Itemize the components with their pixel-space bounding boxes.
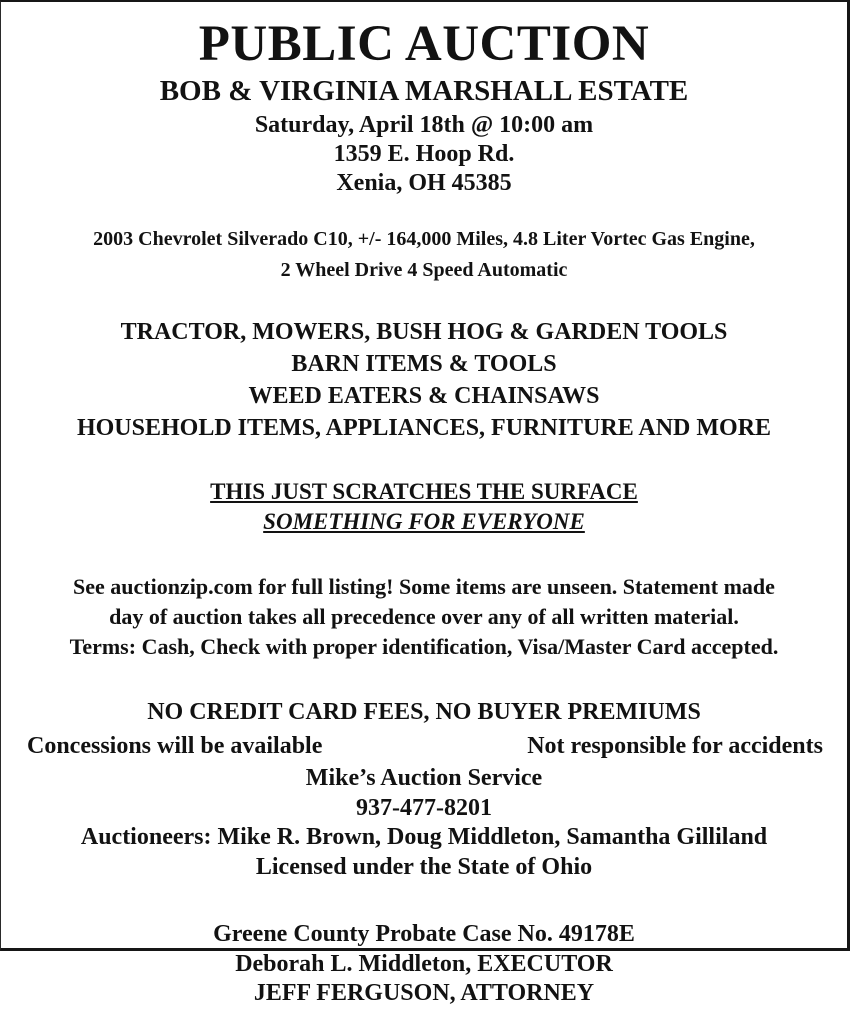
auction-service-name: Mike’s Auction Service <box>305 764 543 791</box>
category-item: BARN ITEMS & TOOLS <box>291 350 557 377</box>
address-street: 1359 E. Hoop Rd. <box>333 141 515 168</box>
executor-line: Deborah L. Middleton, EXECUTOR <box>235 950 613 977</box>
highlight-lines <box>1 477 847 537</box>
highlight-everyone: SOMETHING FOR EVERYONE <box>263 509 585 535</box>
notice-line-1: See auctionzip.com for full listing! Some items are unseen. Statement made <box>73 574 775 600</box>
license-line: Licensed under the State of Ohio <box>255 854 593 881</box>
terms-notice <box>1 572 847 661</box>
vehicle-description <box>1 224 847 286</box>
address-city: Xenia, OH 45385 <box>336 169 512 196</box>
notice-line-2: day of auction takes all precedence over any of all written material. <box>109 603 739 629</box>
category-item: HOUSEHOLD ITEMS, APPLIANCES, FURNITURE AND MORE <box>76 414 772 441</box>
category-item: TRACTOR, MOWERS, BUSH HOG & GARDEN TOOLS <box>120 318 728 345</box>
auction-datetime: Saturday, April 18th @ 10:00 am <box>254 112 594 139</box>
contact-block <box>1 764 847 883</box>
attorney-line: JEFF FERGUSON, ATTORNEY <box>253 980 595 1007</box>
concessions-row <box>1 732 847 761</box>
phone-number: 937-477-8201 <box>356 794 492 821</box>
category-item: WEED EATERS & CHAINSAWS <box>248 382 600 409</box>
concessions-note: Concessions will be available <box>27 733 323 760</box>
auctioneers-line: Auctioneers: Mike R. Brown, Doug Middleton, Samantha Gilliland <box>80 824 768 851</box>
no-fees-line: NO CREDIT CARD FEES, NO BUYER PREMIUMS <box>147 699 701 726</box>
item-categories <box>1 317 847 445</box>
estate-name: BOB & VIRGINIA MARSHALL ESTATE <box>159 74 689 107</box>
highlight-surface: THIS JUST SCRATCHES THE SURFACE <box>210 479 638 505</box>
probate-case-line: Greene County Probate Case No. 49178E <box>213 920 635 947</box>
vehicle-line-2: 2 Wheel Drive 4 Speed Automatic <box>280 258 568 281</box>
notice-line-3: Terms: Cash, Check with proper identification, Visa/Master Card accepted. <box>69 633 779 659</box>
ad-title: PUBLIC AUCTION <box>198 16 650 72</box>
legal-block <box>1 920 847 1009</box>
not-responsible-note: Not responsible for accidents <box>527 733 823 760</box>
vehicle-line-1: 2003 Chevrolet Silverado C10, +/- 164,000 Miles, 4.8 Liter Vortec Gas Engine, <box>93 227 755 250</box>
